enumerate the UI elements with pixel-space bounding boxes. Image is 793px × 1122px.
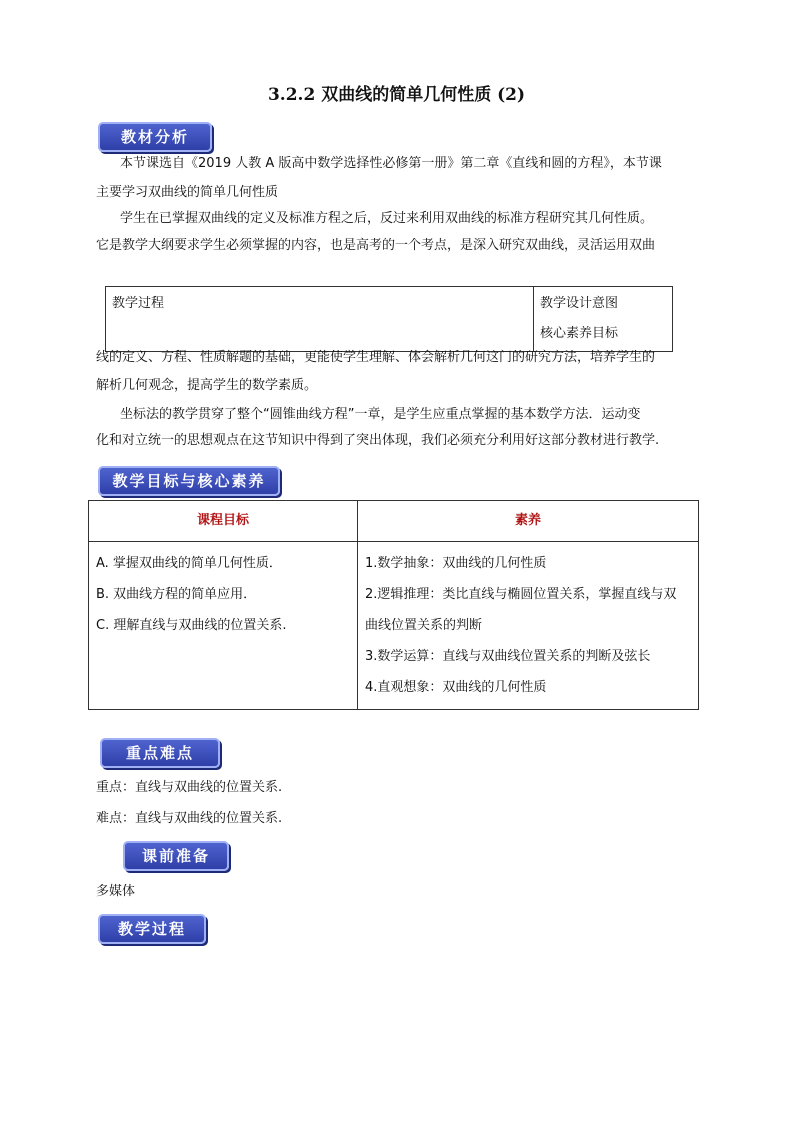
analysis-para-line: 本节课选自《2019 人教 A 版高中数学选择性必修第一册》第二章《直线和圆的方程》，本节课	[120, 156, 662, 171]
goal-item: C. 理解直线与双曲线的位置关系.	[96, 618, 287, 633]
literacy-item: 3.数学运算：直线与双曲线位置关系的判断及弦长	[365, 649, 651, 664]
section-badge-process: 教学过程	[98, 914, 206, 944]
analysis-para-line: 线的定义、方程、性质解题的基础，更能使学生理解、体会解析几何这门的研究方法，培养学生的	[96, 350, 656, 365]
analysis-para-line: 学生在已掌握双曲线的定义及标准方程之后，反过来利用双曲线的标准方程研究其几何性质。	[120, 211, 654, 226]
goal-table	[88, 500, 699, 710]
analysis-para-line: 主要学习双曲线的简单几何性质	[96, 185, 279, 200]
section-badge-keypoints: 重点难点	[100, 738, 220, 768]
design-table-process-cell: 教学过程	[106, 287, 534, 352]
prep-text: 多媒体	[96, 884, 136, 899]
analysis-para-line: 坐标法的教学贯穿了整个“圆锥曲线方程”一章，是学生应重点掌握的基本数学方法．运动变	[120, 407, 641, 422]
goal-item: A. 掌握双曲线的简单几何性质．	[96, 556, 282, 571]
section-badge-analysis: 教材分析	[98, 122, 212, 152]
goal-table-literacy-cell	[358, 542, 699, 710]
page-title: 3.2.2 双曲线的简单几何性质 (2)	[267, 85, 526, 105]
analysis-para-line: 它是教学大纲要求学生必须掌握的内容，也是高考的一个考点，是深入研究双曲线，灵活运用双曲	[96, 238, 656, 253]
design-table-intent-label: 教学设计意图	[540, 296, 619, 311]
design-table-literacy-label: 核心素养目标	[540, 326, 619, 341]
literacy-item: 1.数学抽象：双曲线的几何性质	[365, 556, 547, 571]
difficulty-text: 难点：直线与双曲线的位置关系.	[96, 811, 283, 826]
goal-table-head-goals: 课程目标	[89, 501, 358, 542]
literacy-item: 4.直观想象：双曲线的几何性质	[365, 680, 547, 695]
goal-table-goals-cell	[89, 542, 358, 710]
design-table-intent-cell	[534, 287, 673, 352]
literacy-item: 曲线位置关系的判断	[365, 618, 483, 633]
keypoint-text: 重点：直线与双曲线的位置关系.	[96, 780, 283, 795]
section-badge-goals: 教学目标与核心素养	[98, 466, 280, 496]
analysis-para-line: 解析几何观念，提高学生的数学素质。	[96, 378, 318, 393]
section-badge-prep: 课前准备	[123, 841, 229, 871]
goal-item: B. 双曲线方程的简单应用．	[96, 587, 257, 602]
literacy-item: 2.逻辑推理：类比直线与椭圆位置关系，掌握直线与双	[365, 587, 677, 602]
analysis-para-line: 化和对立统一的思想观点在这节知识中得到了突出体现，我们必须充分利用好这部分教材进行教学.	[96, 433, 660, 448]
goal-table-head-literacy: 素养	[358, 501, 699, 542]
